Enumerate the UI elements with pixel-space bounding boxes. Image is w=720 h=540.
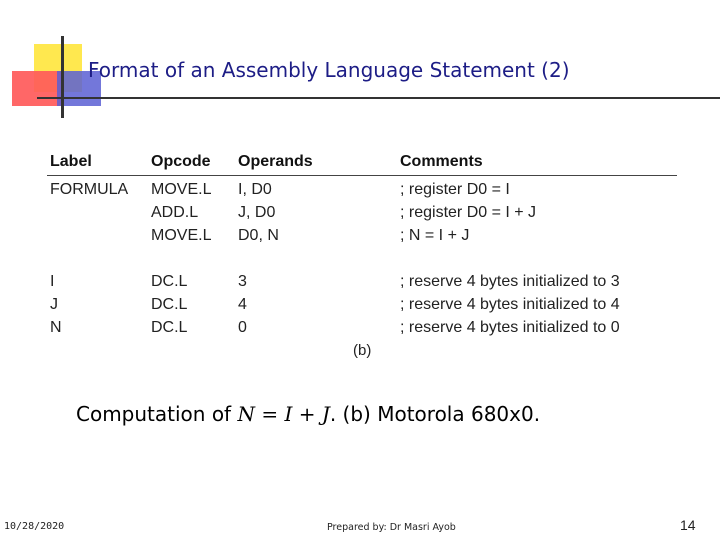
cell-label: FORMULA [50,181,129,198]
cell-operands: J, D0 [238,204,276,221]
cell-comment: ; register D0 = I + J [400,204,537,221]
footer-date: 10/28/2020 [4,521,65,532]
header-rule [47,175,677,176]
slide-title: Format of an Assembly Language Statement (2) [88,58,570,82]
computation-caption [76,402,540,426]
cell-comment: ; reserve 4 bytes initialized to 4 [400,296,620,313]
cell-label: I [50,273,55,290]
cell-operands: 3 [238,273,247,290]
cell-opcode: MOVE.L [151,181,212,198]
cell-operands: I, D0 [238,181,272,198]
cell-opcode: DC.L [151,319,188,336]
cell-opcode: DC.L [151,273,188,290]
footer-credit: Prepared by: Dr Masri Ayob [327,522,456,533]
header-opcode: Opcode [151,153,211,170]
header-operands: Operands [238,153,313,170]
cell-comment: ; reserve 4 bytes initialized to 0 [400,319,620,336]
cell-label: N [50,319,62,336]
cell-operands: 4 [238,296,247,313]
header-label: Label [50,153,92,170]
cell-opcode: ADD.L [151,204,199,221]
cell-comment: ; reserve 4 bytes initialized to 3 [400,273,620,290]
page-number: 14 [680,517,696,533]
figure-caption: (b) [353,342,372,359]
cell-opcode: DC.L [151,296,188,313]
cell-operands: D0, N [238,227,279,244]
computation-suffix: . (b) Motorola 680x0. [329,402,541,426]
cell-opcode: MOVE.L [151,227,212,244]
computation-formula: N = I + J [237,402,330,426]
cell-comment: ; N = I + J [400,227,470,244]
computation-prefix: Computation of [76,402,238,426]
cell-label: J [50,296,58,313]
header-comments: Comments [400,153,483,170]
cell-operands: 0 [238,319,247,336]
cell-comment: ; register D0 = I [400,181,510,198]
